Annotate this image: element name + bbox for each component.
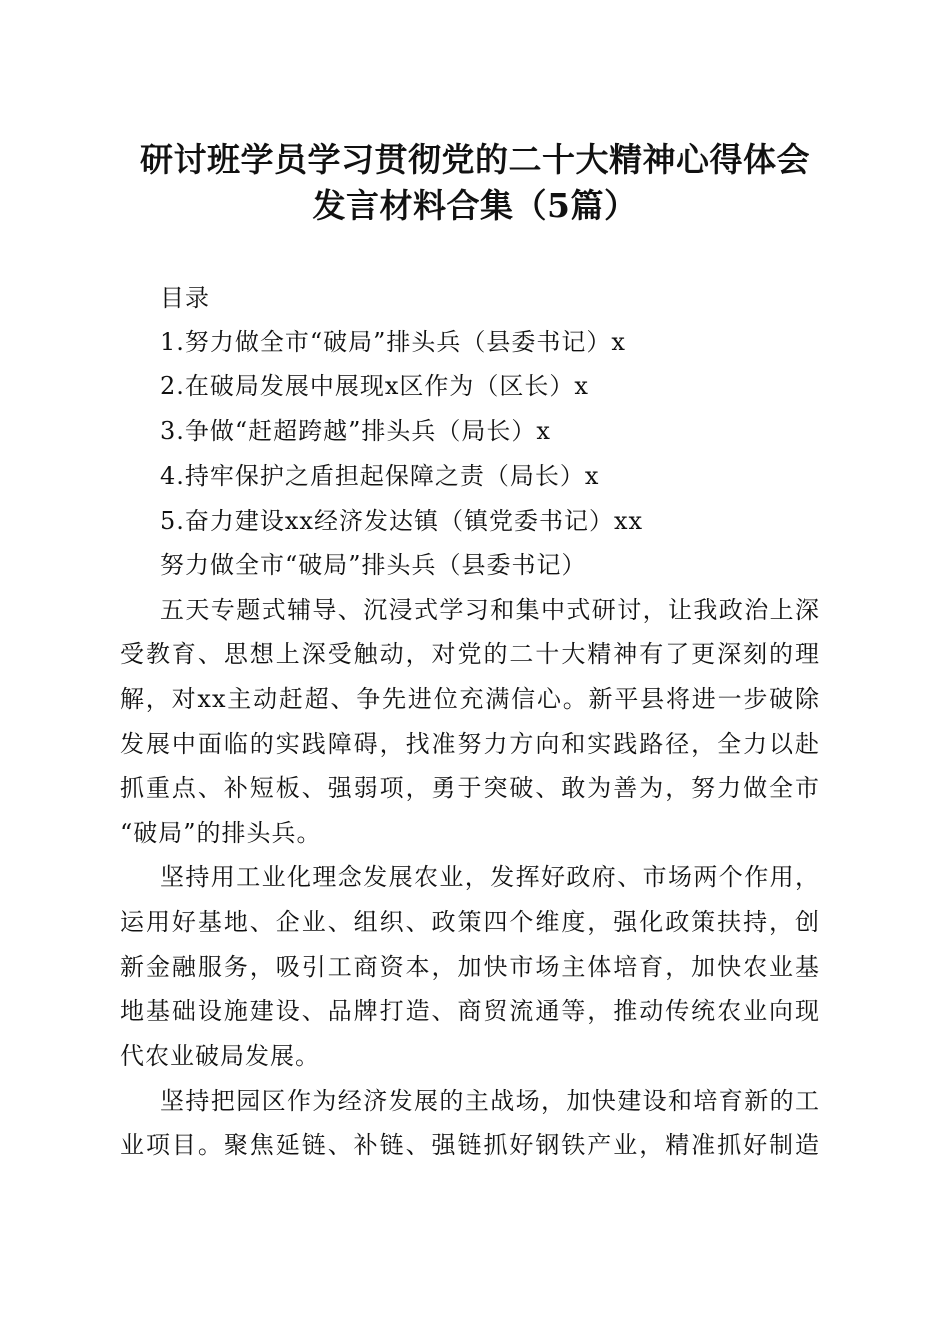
paragraph-3-line-2: 业项目。聚焦延链、补链、强链抓好钢铁产业，精准抓好制造	[120, 1131, 820, 1159]
paragraph-1-line-6: “破局”的排头兵。	[120, 819, 322, 847]
paragraph-1-line-4: 发展中面临的实践障碍，找准努力方向和实践路径，全力以赴	[120, 730, 820, 758]
paragraph-2-line-2: 运用好基地、企业、组织、政策四个维度，强化政策扶持，创	[120, 908, 820, 936]
document-title-line-2: 发言材料合集（5篇）	[312, 186, 638, 225]
paragraph-2-line-1: 坚持用工业化理念发展农业，发挥好政府、市场两个作用，	[160, 863, 820, 891]
toc-item-4: 4.持牢保护之盾担起保障之责（局长）x	[160, 462, 600, 490]
paragraph-2-line-4: 地基础设施建设、品牌打造、商贸流通等，推动传统农业向现	[120, 997, 820, 1025]
toc-item-3: 3.争做“赶超跨越”排头兵（局长）x	[160, 417, 551, 445]
paragraph-1-line-2: 受教育、思想上深受触动，对党的二十大精神有了更深刻的理	[120, 640, 820, 668]
paragraph-2-line-3: 新金融服务，吸引工商资本，加快市场主体培育，加快农业基	[120, 953, 820, 981]
toc-item-2: 2.在破局发展中展现x区作为（区长）x	[160, 372, 589, 400]
paragraph-1-line-3: 解，对xx主动赶超、争先进位充满信心。新平县将进一步破除	[120, 685, 820, 713]
toc-item-1: 1.努力做全市“破局”排头兵（县委书记）x	[160, 328, 626, 356]
paragraph-3-line-1: 坚持把园区作为经济发展的主战场，加快建设和培育新的工	[160, 1087, 820, 1115]
document-title-line-1: 研讨班学员学习贯彻党的二十大精神心得体会	[140, 140, 810, 179]
paragraph-2-line-5: 代农业破局发展。	[120, 1042, 320, 1070]
toc-item-5: 5.奋力建设xx经济发达镇（镇党委书记）xx	[160, 507, 644, 535]
toc-heading: 目录	[160, 284, 210, 312]
section-heading: 努力做全市“破局”排头兵（县委书记）	[160, 551, 587, 579]
paragraph-1-line-5: 抓重点、补短板、强弱项，勇于突破、敢为善为，努力做全市	[120, 774, 820, 802]
paragraph-1-line-1: 五天专题式辅导、沉浸式学习和集中式研讨，让我政治上深	[160, 596, 820, 624]
